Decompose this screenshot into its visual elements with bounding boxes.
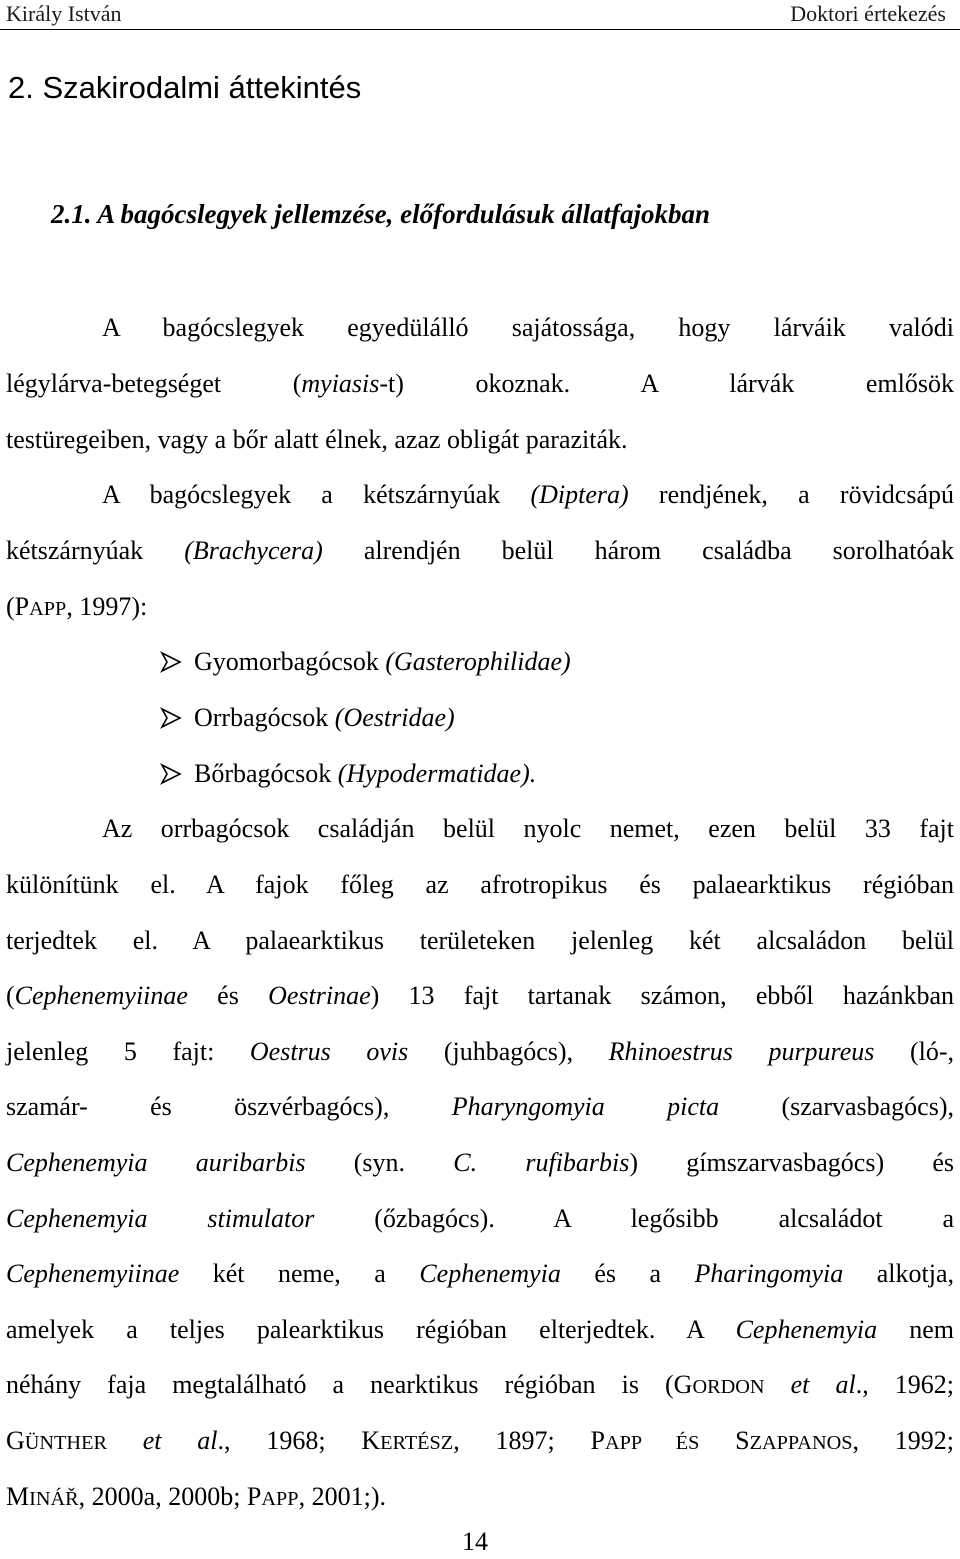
text-run: M	[6, 1482, 30, 1511]
text-run: ., 1962;	[855, 1370, 955, 1399]
p3-line-8	[6, 1202, 954, 1236]
latin-term: (Diptera)	[530, 480, 629, 509]
text-run: kétszárnyúak	[6, 536, 185, 565]
p3-line-9	[6, 1257, 954, 1291]
latin-term: (Brachycera)	[184, 536, 323, 565]
text-run: (szarvasbagócs),	[719, 1092, 954, 1121]
latin-term: Pharingomyia	[694, 1259, 844, 1288]
text-run: A bagócslegyek a kétszárnyúak	[102, 480, 531, 509]
text-run: (juhbagócs),	[408, 1037, 609, 1066]
latin-term: Cephenemyia auribarbis	[6, 1148, 306, 1177]
text-run: , 2001;).	[298, 1482, 386, 1511]
p2-line-2	[6, 534, 954, 568]
text-run: Gyomorbagócsok	[194, 647, 386, 676]
text-run: ) gímszarvasbagócs) és	[629, 1148, 955, 1177]
small-caps-run: ORDON	[692, 1376, 765, 1398]
header-rule	[0, 29, 960, 30]
text-run: (ló-,	[874, 1037, 954, 1066]
text-run: Orrbagócsok	[194, 703, 335, 732]
latin-term: C. rufibarbis	[453, 1148, 630, 1177]
latin-term: Oestrinae	[268, 981, 371, 1010]
text-run: , 1992;	[852, 1426, 954, 1455]
arrow-bullet-icon	[160, 707, 182, 729]
latin-term: Rhinoestrus purpureus	[608, 1037, 875, 1066]
latin-term: Pharyngomyia picta	[451, 1092, 720, 1121]
text-run: jelenleg 5 fajt:	[6, 1037, 250, 1066]
text-run: amelyek a teljes palearktikus régióban elterjedtek. A	[6, 1315, 736, 1344]
text-run: terjedtek el. A palaearktikus területeken jelenleg két alcsaládon belül	[6, 926, 954, 955]
p2-line-3	[6, 590, 954, 624]
text-run: testüregeiben, vagy a bőr alatt élnek, azaz obligát paraziták.	[6, 425, 628, 454]
p3-line-6	[6, 1090, 954, 1124]
small-caps-run: APP	[29, 598, 67, 620]
header-author: Király István	[6, 1, 122, 26]
small-caps-run: INÁŘ	[29, 1488, 79, 1510]
latin-term: Oestrus ovis	[249, 1037, 409, 1066]
latin-term: (Oestridae)	[334, 703, 455, 732]
p3-line-12	[6, 1424, 954, 1458]
text-run: G	[6, 1426, 25, 1455]
p3-line-11	[6, 1368, 954, 1402]
latin-term: myiasis	[301, 369, 380, 398]
text-run: , 1897; P	[453, 1426, 605, 1455]
text-run: két neme, a	[179, 1259, 420, 1288]
text-run	[107, 1426, 143, 1455]
p3-line-13	[6, 1480, 954, 1514]
p1-line-2	[6, 367, 954, 401]
text-run: néhány faja megtalálható a nearktikus régióban is (G	[6, 1370, 693, 1399]
small-caps-run: APP ÉS	[604, 1432, 700, 1454]
page-number: 14	[462, 1527, 488, 1556]
page-header	[0, 0, 960, 30]
text-run: Bőrbagócsok	[194, 759, 338, 788]
text-run: ) 13 fajt tartanak számon, ebből hazánkban	[370, 981, 954, 1010]
text-run: ., 1968; K	[217, 1426, 381, 1455]
p3-line-5	[6, 1035, 954, 1069]
p3-line-3	[6, 924, 954, 958]
list-item	[160, 757, 536, 791]
text-run: és	[187, 981, 269, 1010]
latin-term: Cephenemyia	[419, 1259, 561, 1288]
p3-line-1	[102, 812, 954, 846]
list-item	[160, 701, 455, 735]
p3-line-10	[6, 1313, 954, 1347]
text-run: (őzbagócs). A legősibb alcsaládot a	[314, 1204, 954, 1233]
arrow-bullet-icon	[160, 763, 182, 785]
text-run: alrendjén belül három családba sorolhatóak	[322, 536, 954, 565]
latin-term: Cephenemyiinae	[14, 981, 188, 1010]
chapter-title: 2. Szakirodalmi áttekintés	[8, 70, 362, 105]
text-run	[765, 1370, 791, 1399]
p3-line-4	[6, 979, 954, 1013]
text-run: -t) okoznak. A lárvák emlősök	[379, 369, 954, 398]
latin-term: (Gasterophilidae)	[385, 647, 571, 676]
text-run: légylárva-betegséget (	[6, 369, 302, 398]
small-caps-run: ÜNTHER	[24, 1432, 107, 1454]
small-caps-run: APP	[261, 1488, 299, 1510]
text-run: A bagócslegyek egyedülálló sajátossága, hogy lárváik valódi	[102, 313, 954, 342]
p3-line-7	[6, 1146, 954, 1180]
text-run: , 1997):	[66, 592, 148, 621]
text-run: rendjének, a rövidcsápú	[628, 480, 955, 509]
header-doc-type: Doktori értekezés	[790, 1, 946, 26]
text-run: (	[6, 981, 15, 1010]
small-caps-run: ERTÉSZ	[380, 1432, 454, 1454]
small-caps-run: ZAPPANOS	[749, 1432, 853, 1454]
arrow-bullet-icon	[160, 651, 182, 673]
text-run: és a	[560, 1259, 695, 1288]
latin-term: Cephenemyiinae	[6, 1259, 180, 1288]
p1-line-1	[102, 311, 954, 345]
list-item	[160, 645, 571, 679]
latin-term: (Hypodermatidae).	[337, 759, 537, 788]
latin-term: et al	[790, 1370, 856, 1399]
latin-term: Cephenemyia	[735, 1315, 878, 1344]
p3-line-2	[6, 868, 954, 902]
text-run: nem	[877, 1315, 954, 1344]
text-run: szamár- és öszvérbagócs),	[6, 1092, 452, 1121]
p1-line-3	[6, 423, 954, 457]
latin-term: Cephenemyia stimulator	[6, 1204, 315, 1233]
text-run: Az orrbagócsok családján belül nyolc nemet, ezen belül 33 fajt	[102, 814, 954, 843]
latin-term: et al	[142, 1426, 218, 1455]
text-run: (syn.	[305, 1148, 454, 1177]
p2-line-1	[102, 478, 954, 512]
text-run: (P	[6, 592, 30, 621]
text-run: alkotja,	[843, 1259, 954, 1288]
section-title: 2.1. A bagócslegyek jellemzése, előfordulásuk állatfajokban	[51, 199, 710, 229]
text-run: , 2000a, 2000b; P	[78, 1482, 262, 1511]
text-run: S	[699, 1426, 750, 1455]
text-run: különítünk el. A fajok főleg az afrotropikus és palaearktikus régióban	[6, 870, 954, 899]
